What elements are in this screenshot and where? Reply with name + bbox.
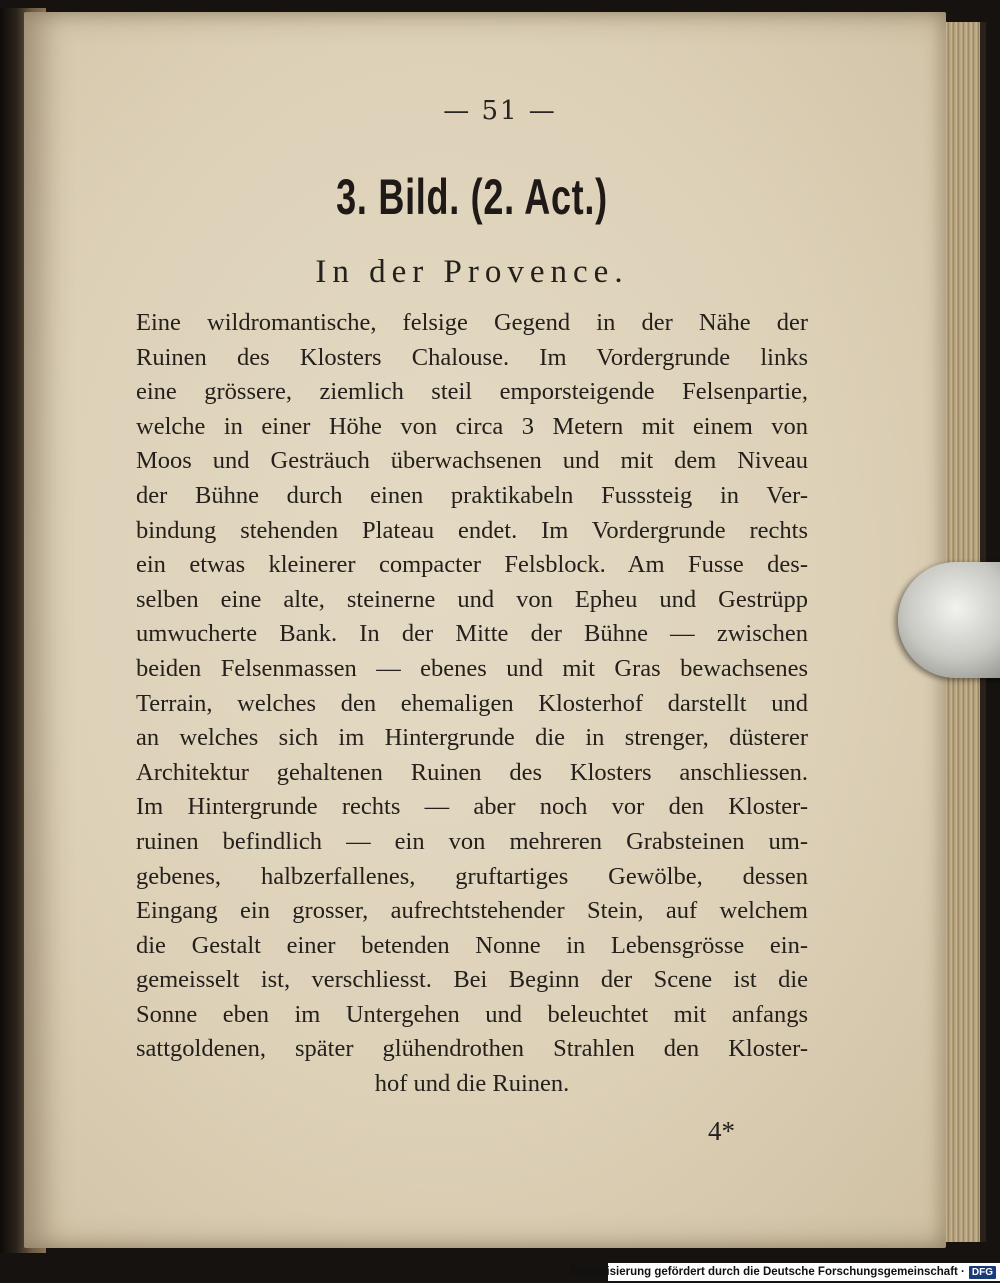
description-line: eine grössere, ziemlich steil emporsteigende Felsenpartie, bbox=[136, 378, 808, 406]
dfg-logo: DFG bbox=[969, 1266, 996, 1279]
description-line: sattgoldenen, später glühendrothen Strahlen den Kloster- bbox=[136, 1035, 808, 1063]
description-line: selben eine alte, steinerne und von Epheu und Gestrüpp bbox=[136, 585, 808, 613]
description-line: Moos und Gesträuch überwachsenen und mit dem Niveau bbox=[136, 447, 808, 475]
description-line: Architektur gehaltenen Ruinen des Klosters anschliessen. bbox=[136, 758, 808, 786]
scene-title: 3. Bild. (2. Act.) bbox=[336, 169, 608, 225]
description-line: bindung stehenden Plateau endet. Im Vordergrunde rechts bbox=[136, 516, 808, 544]
description-line: beiden Felsenmassen — ebenes und mit Gras bewachsenes bbox=[136, 654, 808, 682]
page-number: — 51 — bbox=[443, 96, 557, 126]
description-line: Im Hintergrunde rechts — aber noch vor den Kloster- bbox=[136, 793, 808, 821]
description-line: welche in einer Höhe von circa 3 Metern mit einem von bbox=[136, 412, 808, 440]
signature-mark: 4* bbox=[708, 1116, 735, 1146]
description-line: ruinen befindlich — ein von mehreren Grabsteinen um- bbox=[136, 827, 808, 855]
description-line: der Bühne durch einen praktikabeln Fusssteig in Ver- bbox=[136, 481, 808, 509]
stage-description bbox=[136, 306, 808, 1102]
description-line: gemeisselt ist, verschliesst. Bei Beginn der Scene ist die bbox=[136, 966, 808, 994]
description-line: an welches sich im Hintergrunde die in strenger, düsterer bbox=[136, 724, 808, 752]
description-line: Ruinen des Klosters Chalouse. Im Vordergrunde links bbox=[136, 343, 808, 371]
description-line: hof und die Ruinen. bbox=[374, 1070, 570, 1098]
scene-location: In der Provence. bbox=[315, 254, 629, 290]
description-line: Eine wildromantische, felsige Gegend in der Nähe der bbox=[136, 309, 808, 336]
description-line: Terrain, welches den ehemaligen Klosterhof darstellt und bbox=[136, 689, 808, 717]
description-line: umwucherte Bank. In der Mitte der Bühne — zwischen bbox=[136, 620, 808, 648]
description-line: die Gestalt einer betenden Nonne in Lebensgrösse ein- bbox=[136, 931, 808, 959]
description-line: Eingang ein grosser, aufrechtstehender Stein, auf welchem bbox=[136, 897, 808, 925]
digitization-footer bbox=[571, 1263, 1000, 1281]
footer-text: Digitalisierung gefördert durch die Deutsche Forschungsgemeinschaft · bbox=[571, 1266, 965, 1278]
description-line: Sonne eben im Untergehen und beleuchtet mit anfangs bbox=[136, 1000, 808, 1028]
description-line: ein etwas kleinerer compacter Felsblock. Am Fusse des- bbox=[136, 551, 808, 579]
description-line: gebenes, halbzerfallenes, gruftartiges Gewölbe, dessen bbox=[136, 862, 808, 890]
